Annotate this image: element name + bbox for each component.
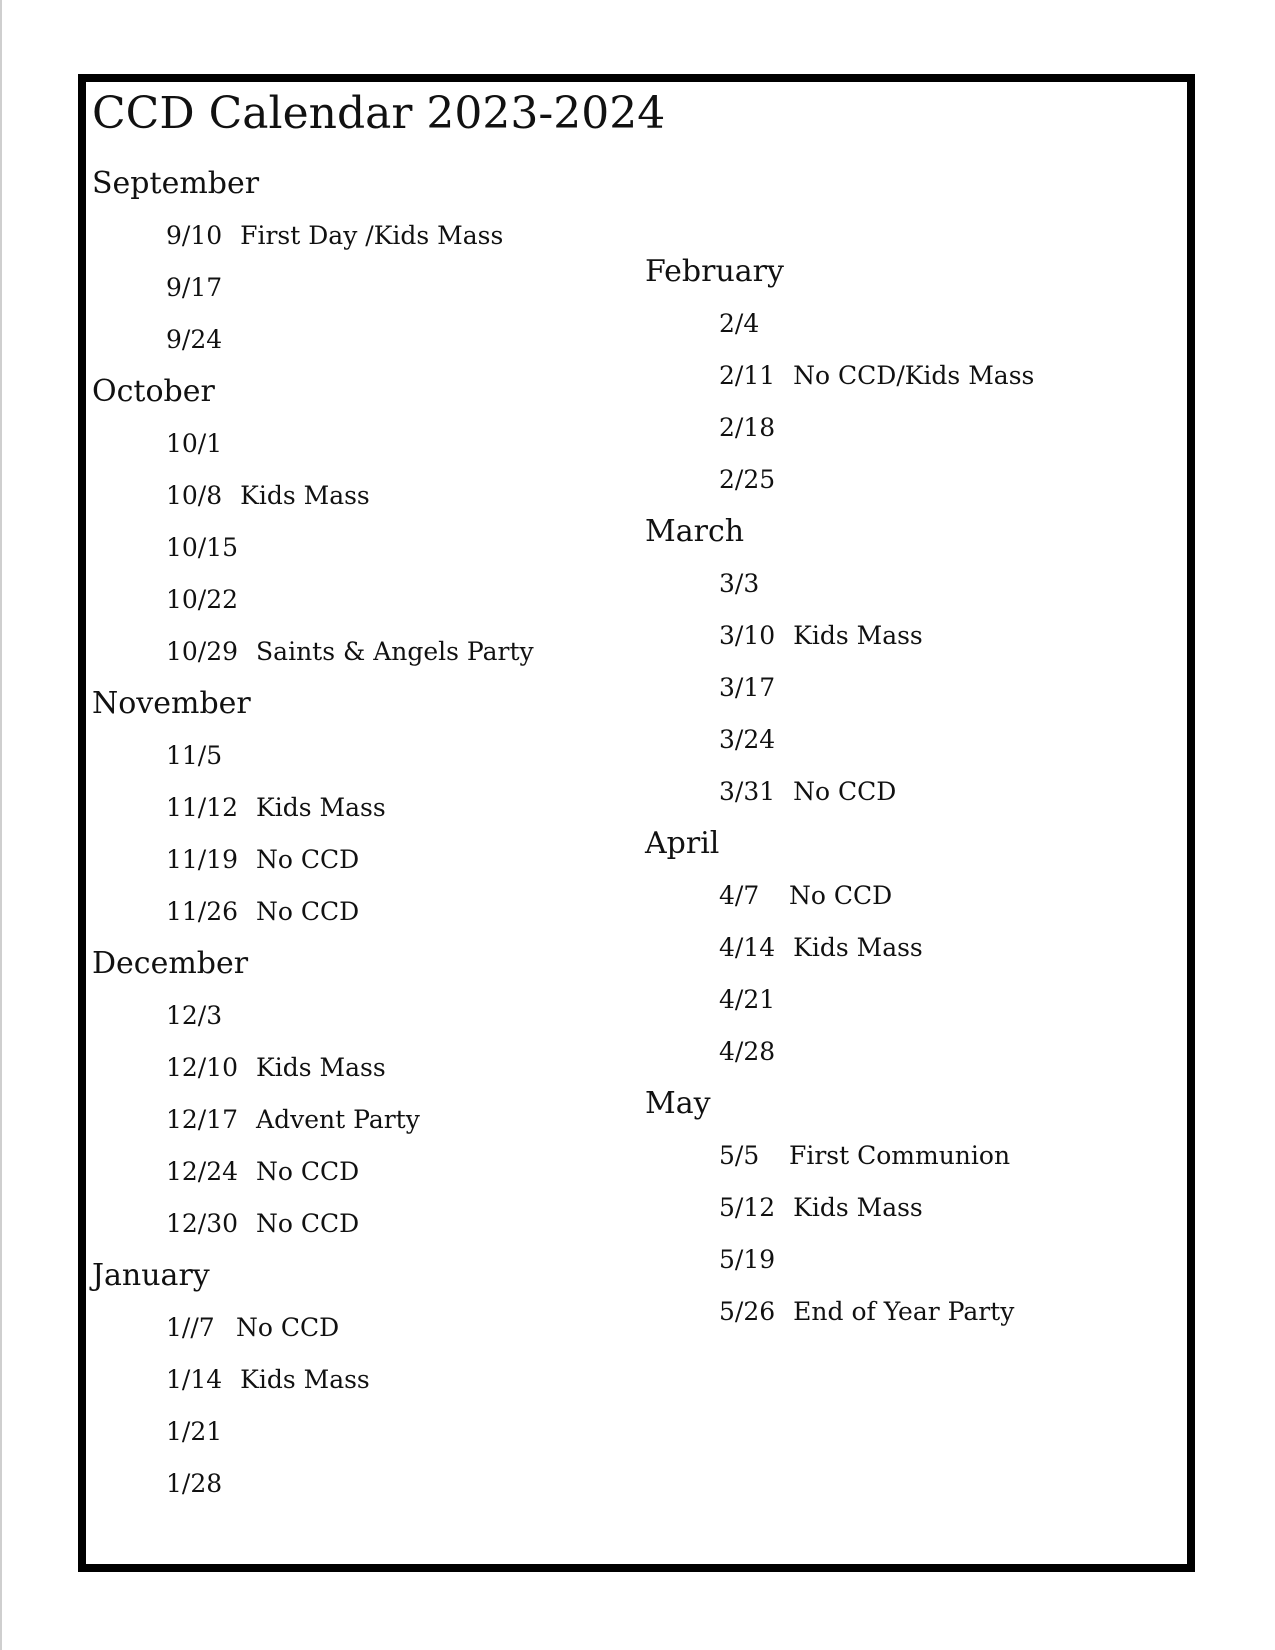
date-entry <box>719 974 1034 1026</box>
month-heading: December <box>92 946 249 981</box>
entry-date: 9/24 <box>166 325 223 354</box>
entry-date: 4/7 <box>719 881 760 910</box>
date-entry <box>166 1146 534 1198</box>
month-section-december <box>92 938 534 1250</box>
entry-note: No CCD <box>236 1313 340 1342</box>
entry-date: 12/10 <box>166 1053 239 1082</box>
entry-note: No CCD <box>793 777 897 806</box>
date-entry <box>166 1458 534 1510</box>
entry-note: No CCD <box>256 845 360 874</box>
entry-date: 3/10 <box>719 621 776 650</box>
date-list <box>92 730 534 938</box>
entry-note: End of Year Party <box>793 1297 1015 1326</box>
date-entry <box>166 418 534 470</box>
entry-note: No CCD <box>789 881 893 910</box>
entry-note: Kids Mass <box>793 621 923 650</box>
entry-date: 4/28 <box>719 1037 776 1066</box>
entry-date: 12/17 <box>166 1105 239 1134</box>
date-entry <box>166 1302 534 1354</box>
date-entry <box>166 1042 534 1094</box>
entry-date: 2/25 <box>719 465 776 494</box>
entry-date: 10/8 <box>166 481 223 510</box>
date-entry <box>166 782 534 834</box>
date-entry <box>166 1198 534 1250</box>
date-entry <box>166 990 534 1042</box>
month-section-november <box>92 678 534 938</box>
entry-date: 1/28 <box>166 1469 223 1498</box>
date-entry <box>719 662 1034 714</box>
page-edge <box>0 0 2 1650</box>
date-entry <box>719 402 1034 454</box>
month-section-october <box>92 366 534 678</box>
date-entry <box>166 1406 534 1458</box>
left-column <box>92 158 534 1510</box>
entry-date: 1/14 <box>166 1365 223 1394</box>
date-entry <box>719 1026 1034 1078</box>
entry-date: 5/12 <box>719 1193 776 1222</box>
month-heading: September <box>92 166 260 201</box>
date-entry <box>719 1130 1034 1182</box>
date-entry <box>166 522 534 574</box>
entry-note: No CCD <box>256 1157 360 1186</box>
entry-date: 12/3 <box>166 1001 223 1030</box>
month-heading: October <box>92 374 215 409</box>
date-entry <box>719 714 1034 766</box>
entry-date: 3/24 <box>719 725 776 754</box>
date-entry <box>719 454 1034 506</box>
entry-date: 12/24 <box>166 1157 239 1186</box>
date-list <box>645 1130 1034 1338</box>
entry-date: 4/14 <box>719 933 776 962</box>
entry-note: Kids Mass <box>793 933 923 962</box>
right-column <box>645 246 1034 1338</box>
entry-date: 4/21 <box>719 985 776 1014</box>
entry-note: Kids Mass <box>240 481 370 510</box>
entry-note: Kids Mass <box>256 793 386 822</box>
entry-date: 3/31 <box>719 777 776 806</box>
entry-date: 2/11 <box>719 361 776 390</box>
date-entry <box>719 1286 1034 1338</box>
entry-date: 10/15 <box>166 533 239 562</box>
entry-date: 2/18 <box>719 413 776 442</box>
date-entry <box>166 1094 534 1146</box>
date-entry <box>719 922 1034 974</box>
entry-date: 1/21 <box>166 1417 223 1446</box>
entry-date: 12/30 <box>166 1209 239 1238</box>
month-heading: November <box>92 686 251 721</box>
date-entry <box>166 730 534 782</box>
entry-date: 10/22 <box>166 585 239 614</box>
entry-date: 11/5 <box>166 741 223 770</box>
entry-note: Kids Mass <box>256 1053 386 1082</box>
entry-note: First Communion <box>789 1141 1011 1170</box>
entry-date: 10/1 <box>166 429 223 458</box>
entry-note: Advent Party <box>256 1105 420 1134</box>
entry-date: 11/12 <box>166 793 239 822</box>
entry-note: No CCD <box>256 897 360 926</box>
entry-note: First Day /Kids Mass <box>240 221 504 250</box>
entry-date: 3/3 <box>719 569 760 598</box>
date-list <box>92 418 534 678</box>
month-section-february <box>645 246 1034 506</box>
entry-note: No CCD <box>256 1209 360 1238</box>
page-title: CCD Calendar 2023-2024 <box>92 88 666 139</box>
entry-date: 5/5 <box>719 1141 760 1170</box>
month-section-january <box>92 1250 534 1510</box>
entry-date: 9/10 <box>166 221 223 250</box>
entry-date: 3/17 <box>719 673 776 702</box>
date-entry <box>166 574 534 626</box>
date-entry <box>166 834 534 886</box>
entry-date: 11/26 <box>166 897 239 926</box>
date-list <box>645 298 1034 506</box>
month-heading: February <box>645 254 784 289</box>
entry-note: Kids Mass <box>240 1365 370 1394</box>
entry-note: Kids Mass <box>793 1193 923 1222</box>
entry-note: No CCD/Kids Mass <box>793 361 1035 390</box>
date-entry <box>166 470 534 522</box>
entry-note: Saints & Angels Party <box>256 637 534 666</box>
month-section-april <box>645 818 1034 1078</box>
date-entry <box>166 210 534 262</box>
date-list <box>645 870 1034 1078</box>
date-entry <box>719 870 1034 922</box>
entry-date: 1//7 <box>166 1313 215 1342</box>
month-heading: May <box>645 1086 711 1121</box>
date-list <box>92 210 534 366</box>
date-entry <box>166 1354 534 1406</box>
date-list <box>92 1302 534 1510</box>
entry-date: 9/17 <box>166 273 223 302</box>
entry-date: 11/19 <box>166 845 239 874</box>
date-list <box>645 558 1034 818</box>
date-entry <box>166 886 534 938</box>
month-heading: January <box>92 1258 210 1293</box>
date-entry <box>719 350 1034 402</box>
date-entry <box>719 298 1034 350</box>
date-entry <box>166 626 534 678</box>
month-section-march <box>645 506 1034 818</box>
entry-date: 5/19 <box>719 1245 776 1274</box>
date-list <box>92 990 534 1250</box>
month-heading: April <box>645 826 720 861</box>
date-entry <box>719 1182 1034 1234</box>
month-section-september <box>92 158 534 366</box>
entry-date: 2/4 <box>719 309 760 338</box>
date-entry <box>166 314 534 366</box>
month-heading: March <box>645 514 745 549</box>
month-section-may <box>645 1078 1034 1338</box>
date-entry <box>719 610 1034 662</box>
entry-date: 10/29 <box>166 637 239 666</box>
date-entry <box>166 262 534 314</box>
date-entry <box>719 558 1034 610</box>
date-entry <box>719 1234 1034 1286</box>
date-entry <box>719 766 1034 818</box>
entry-date: 5/26 <box>719 1297 776 1326</box>
